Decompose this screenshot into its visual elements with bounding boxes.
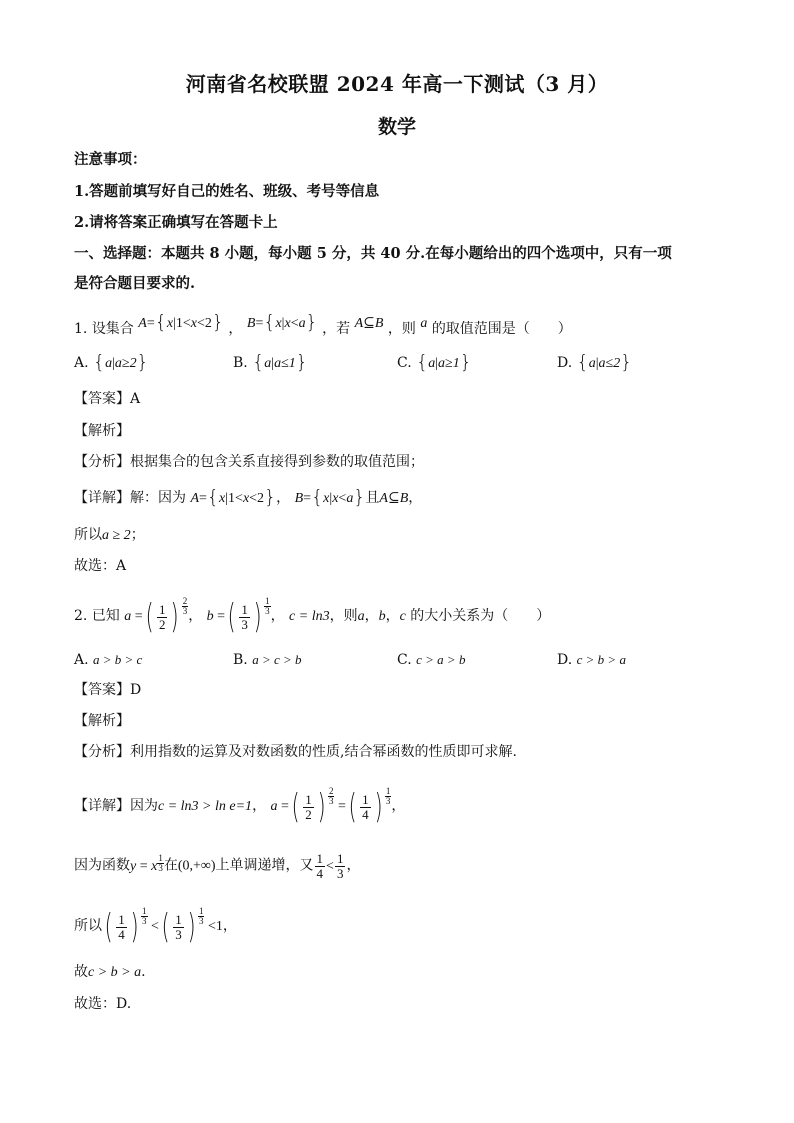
- q2-number: 2.: [74, 608, 88, 625]
- q2-option-b: [233, 650, 302, 670]
- q2-expr-c: c = ln3: [289, 609, 330, 625]
- q2-interval: (0,+∞): [177, 858, 216, 874]
- q2-detail-label: 【详解】: [74, 798, 130, 815]
- q2-option-a: [74, 650, 142, 670]
- q2-var-b: b: [378, 609, 386, 625]
- q1-detail: 【详解】解：因为 A={x|1<x<2}， B={x|x<a}且A⊆B，: [74, 486, 423, 508]
- q1-answer: [74, 389, 140, 409]
- q1-option-d: [557, 352, 632, 374]
- q1-answer-value: A: [130, 391, 141, 407]
- q2-frac-compare: $\frac{1}{4}$ < $\frac{1}{3}$: [316, 851, 344, 881]
- q2-option-a-text: a > b > c: [93, 652, 143, 667]
- q2-fenxi: [74, 742, 517, 762]
- q1-conclusion-post: ；: [130, 527, 145, 543]
- q1-option-c: [397, 352, 472, 374]
- q1-option-b-set: {a|a≤1}: [252, 351, 308, 373]
- section-heading-line1: 一、选择题：本题共 8 小题，每小题 5 分，共 40 分.在每小题给出的四个选项中，只有一项: [74, 245, 672, 262]
- q1-final: 故选：A: [74, 558, 127, 574]
- q1-stem-end: 的取值范围是（ ）: [431, 321, 572, 337]
- q1-stem-post: ，则: [387, 321, 416, 337]
- section-heading-line2: 是符合题目要求的.: [74, 275, 196, 292]
- q2-detail-pre: 因为: [130, 798, 158, 815]
- q2-option-c: [397, 650, 465, 670]
- q1-option-a-set: {a|a≥2}: [93, 351, 149, 373]
- q1-option-b: [233, 352, 308, 374]
- q1-answer-label: 【答案】: [74, 391, 130, 407]
- q2-answer-value: D: [130, 682, 142, 698]
- q2-fenxi-label: 【分析】: [74, 744, 130, 760]
- q2-stem-post: ，则: [329, 608, 358, 625]
- q1-detail-set-a: A={x|1<x<2}: [190, 486, 277, 508]
- q2-stem: 2. 已知 a =( $\frac{1}{2}$ ) $\frac{2}{3}$ ， b =( $\frac{1}{3}$ ) $\frac{1}{3}$ ， c = ln3，则a，b，c 的大小关系为（ ）: [74, 596, 551, 637]
- q2-line4: 故c > b > a.: [74, 964, 146, 980]
- q1-fenxi-label: 【分析】: [74, 454, 130, 470]
- q2-vars: a: [357, 609, 365, 625]
- q1-option-a-key: A.: [74, 355, 89, 371]
- q2-line3: 所以( $\frac{1}{4}$ ) $\frac{1}{3}$ <( $\frac{1}{3}$ ) $\frac{1}{3}$ <1，: [74, 906, 237, 947]
- q1-option-d-set: {a|a≤2}: [576, 351, 633, 373]
- q2-fenxi-text: 利用指数的运算及对数函数的性质,结合幂函数的性质即可求解.: [130, 744, 517, 760]
- q2-detail: 【详解】因为c = ln3 > ln e=1， a =( $\frac{1}{2}$ ) $\frac{2}{3}$ =( $\frac{1}{4}$ ) $\frac{1}{3}$ ，: [74, 786, 406, 827]
- q2-analysis-label: 【解析】: [74, 713, 130, 729]
- q1-stem: [74, 311, 572, 340]
- q1-detail-subset: A⊆B: [379, 491, 409, 506]
- q2-option-b-text: a > c > b: [252, 652, 302, 667]
- q1-detail-set-b: B={x|x<a}: [294, 486, 366, 508]
- q1-subset: A⊆B: [354, 316, 384, 331]
- q1-conclusion-pre: 所以: [74, 527, 102, 543]
- q1-number: 1.: [74, 321, 88, 337]
- q1-option-b-key: B.: [233, 355, 248, 371]
- q2-line2-post: 上单调递增，又: [215, 857, 314, 874]
- q1-var-a: a: [420, 316, 428, 331]
- q2-line2: 因为函数y = x $\frac{1}{3}$ 在(0,+∞)上单调递增，又 $\frac{1}{4}$ < $\frac{1}{3}$ ，: [74, 851, 361, 881]
- q1-stem-mid: ，若: [322, 321, 351, 337]
- q2-detail-a-expr: a =( $\frac{1}{2}$ ) $\frac{2}{3}$ =( $\frac{1}{4}$ ) $\frac{1}{3}$: [270, 786, 391, 827]
- q2-option-c-key: C.: [397, 652, 412, 668]
- q1-detail-label: 【详解】: [74, 490, 130, 506]
- q1-fenxi: [74, 452, 424, 472]
- subject-title: 数学: [377, 116, 416, 138]
- q2-option-d-key: D.: [557, 652, 573, 668]
- q2-line2-mid: 在: [163, 857, 178, 874]
- q1-option-b-text: a≤1: [274, 356, 296, 371]
- q1-option-a: [74, 352, 149, 374]
- q2-stem-end: 的大小关系为（ ）: [410, 608, 551, 625]
- q2-line3-pre: 所以: [74, 918, 102, 935]
- q1-analysis-label: 【解析】: [74, 423, 130, 439]
- q2-line2-pre: 因为函数: [74, 857, 130, 874]
- q2-line4-expr: c > b > a: [88, 965, 142, 980]
- q2-stem-pre: 已知: [91, 608, 120, 625]
- q1-option-c-key: C.: [397, 355, 412, 371]
- q2-option-d: [557, 650, 626, 670]
- q2-option-d-text: c > b > a: [576, 652, 626, 667]
- q2-power-compare: ( $\frac{1}{4}$ ) $\frac{1}{3}$ <( $\frac{1}{3}$ ) $\frac{1}{3}$ <1: [104, 906, 223, 947]
- q1-stem-mid-comma: ，: [228, 321, 243, 337]
- q1-detail-and: 且: [365, 490, 380, 506]
- q1-option-d-key: D.: [557, 355, 573, 371]
- q2-final: 故选：D.: [74, 996, 132, 1012]
- q1-detail-pre: 解：因为: [130, 490, 186, 506]
- q2-answer-label: 【答案】: [74, 682, 130, 698]
- q2-expr-a: a =( $\frac{1}{2}$ ) $\frac{2}{3}$: [124, 596, 188, 637]
- q1-option-d-text: a≤2: [598, 356, 621, 371]
- q1-fenxi-text: 根据集合的包含关系直接得到参数的取值范围；: [130, 454, 424, 470]
- notice-item-2: 2.请将答案正确填写在答题卡上: [74, 214, 278, 231]
- q2-var-c: c: [399, 609, 406, 625]
- q1-set-b: B={x|x<a}: [246, 311, 318, 333]
- q1-stem-pre: 设集合: [91, 321, 134, 337]
- q1-option-c-text: a≥1: [438, 356, 460, 371]
- q1-option-c-set: {a|a≥1}: [416, 351, 472, 373]
- q2-detail-ineq: c = ln3 > ln e=1: [158, 799, 253, 815]
- q2-option-c-text: c > a > b: [416, 652, 466, 667]
- q2-answer: [74, 680, 141, 700]
- q1-conclusion: [74, 525, 145, 546]
- q2-power-func: y = x $\frac{1}{3}$: [130, 852, 163, 874]
- q1-option-a-text: a≥2: [114, 356, 137, 371]
- notice-heading: 注意事项：: [74, 151, 147, 168]
- q1-set-a: A={x|1<x<2}: [138, 311, 224, 333]
- q2-option-b-key: B.: [233, 652, 248, 668]
- q1-conclusion-expr: a ≥ 2: [102, 528, 131, 543]
- exam-title: 河南省名校联盟 2024 年高一下测试（3 月）: [185, 72, 609, 96]
- notice-item-1: 1.答题前填写好自己的姓名、班级、考号等信息: [74, 183, 380, 200]
- q2-expr-b: b =( $\frac{1}{3}$ ) $\frac{1}{3}$: [206, 596, 270, 637]
- q2-option-a-key: A.: [74, 652, 89, 668]
- q2-line4-pre: 故: [74, 964, 88, 980]
